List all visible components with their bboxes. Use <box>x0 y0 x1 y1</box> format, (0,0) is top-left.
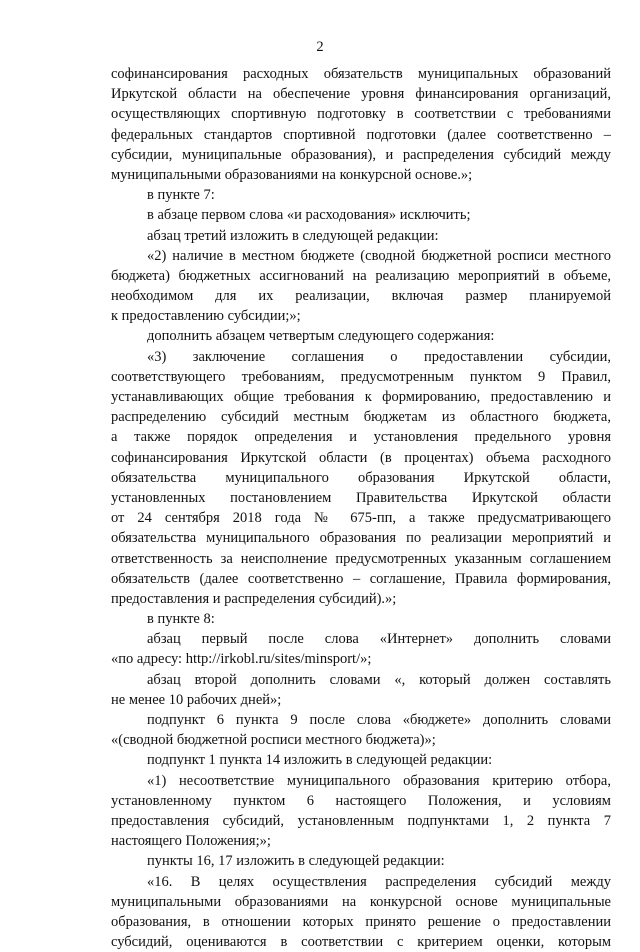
text-line: ответственность за неисполнение предусмотренных указанным соглашением <box>111 550 611 567</box>
text-line: «(сводной бюджетной росписи местного бюджета)»; <box>111 732 436 749</box>
text-line: обязательства муниципального образования Иркутской области, <box>111 469 611 486</box>
text-line: субсидии, муниципальные образования), и распределения субсидий между <box>111 146 611 163</box>
text-line: обязательств (далее соответственно – соглашение, Правила формирования, <box>111 570 611 587</box>
text-line: субсидий, оцениваются в соответствии с критерием оценки, которым <box>111 934 611 951</box>
text-line: а также порядок определения и установления предельного уровня <box>111 429 611 446</box>
text-line: Иркутской области на обеспечение уровня финансирования организаций, <box>111 86 611 103</box>
text-line: предоставления субсидий, установленным подпунктами 1, 2 пункта 7 <box>111 812 611 829</box>
text-line: «по адресу: http://irkobl.ru/sites/minsport/»; <box>111 651 372 668</box>
text-line: муниципальными образованиями на конкурсной основе.»; <box>111 166 473 183</box>
text-line: устанавливающих общие требования к формированию, предоставлению и <box>111 389 611 405</box>
text-line: необходимом для их реализации, включая размер планируемой <box>111 288 611 305</box>
text-line: федеральных стандартов спортивной подготовки (далее соответственно – <box>111 126 611 143</box>
text-line: соответствующего требованиям, предусмотренным пунктом 9 Правил, <box>111 368 611 385</box>
text-line: софинансирования Иркутской области (в процентах) объема расходного <box>111 449 611 466</box>
text-line: осуществляющих спортивную подготовку в соответствии с требованиями <box>111 106 611 123</box>
text-line: дополнить абзацем четвертым следующего содержания: <box>147 328 495 345</box>
text-line: в пункте 8: <box>147 611 215 628</box>
text-line: бюджета) бюджетных ассигнований на реализацию мероприятий в объеме, <box>111 267 611 284</box>
text-line: обязательства муниципального образования по реализации мероприятий и <box>111 530 611 547</box>
text-line: «2) наличие в местном бюджете (сводной бюджетной росписи местного <box>147 247 611 264</box>
text-line: «3) заключение соглашения о предоставлении субсидии, <box>147 348 611 365</box>
text-line: установленному пунктом 6 настоящего Положения, и условиям <box>111 792 611 809</box>
page-number: 2 <box>316 39 324 55</box>
text-line: не менее 10 рабочих дней»; <box>111 691 282 708</box>
text-line: предоставления и распределения субсидий).»; <box>111 590 397 607</box>
text-line: «1) несоответствие муниципального образования критерию отбора, <box>147 772 611 789</box>
text-line: образования, в отношении которых принято решение о предоставлении <box>111 913 611 930</box>
text-line: подпункт 6 пункта 9 после слова «бюджете» дополнить словами <box>147 712 611 728</box>
text-line: в пункте 7: <box>147 187 215 204</box>
document-body <box>111 64 611 952</box>
text-line: абзац первый после слова «Интернет» дополнить словами <box>147 631 611 648</box>
text-line: к предоставлению субсидии;»; <box>111 308 301 325</box>
text-line: абзац третий изложить в следующей редакции: <box>147 227 439 244</box>
text-line: «16. В целях осуществления распределения субсидий между <box>147 873 611 890</box>
text-line: от 24 сентября 2018 года № 675-пп, а также предусматривающего <box>111 510 611 527</box>
text-line: муниципальными образованиями на конкурсной основе муниципальные <box>111 893 611 910</box>
text-line: установленных постановлением Правительства Иркутской области <box>111 489 611 506</box>
text-line: абзац второй дополнить словами «, который должен составлять <box>147 671 611 688</box>
text-line: распределению субсидий местным бюджетам из областного бюджета, <box>111 409 611 426</box>
text-line: подпункт 1 пункта 14 изложить в следующей редакции: <box>147 752 493 769</box>
text-line: настоящего Положения;»; <box>111 833 271 850</box>
text-line: в абзаце первом слова «и расходования» исключить; <box>147 207 471 224</box>
text-line: софинансирования расходных обязательств муниципальных образований <box>111 66 611 82</box>
text-line: пункты 16, 17 изложить в следующей редакции: <box>147 853 445 870</box>
